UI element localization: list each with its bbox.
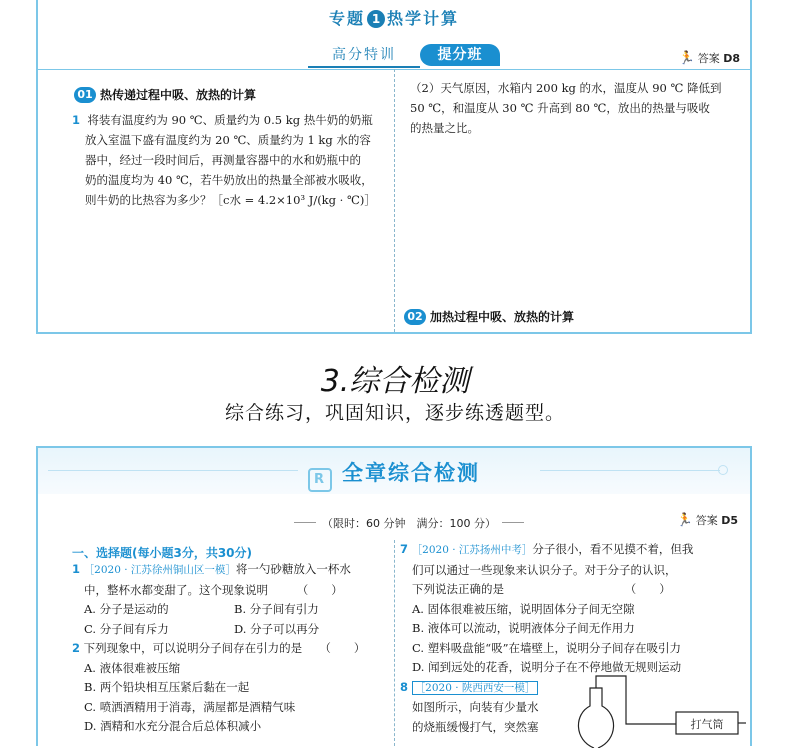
decorative-rule <box>294 522 316 523</box>
section-title-02: 02 加热过程中吸、放热的计算 <box>404 308 574 325</box>
question-number: 2 <box>72 641 81 655</box>
option-a: A. 固体很难被压缩，说明固体分子间无空隙 <box>412 601 635 616</box>
pump-label: 打气筒 <box>690 718 724 731</box>
tab-improve-class[interactable]: 提分班 <box>420 44 500 66</box>
source-tag: ［2020 · 陕西西安一模］ <box>412 681 539 695</box>
section-title-01: 01 热传递过程中吸、放热的计算 <box>74 86 256 103</box>
answer-ref: 🏃 答案 D8 <box>678 51 740 66</box>
option-d: D. 酒精和水充分混合后总体积减小 <box>84 719 262 733</box>
topic-name: 热学计算 <box>387 9 460 28</box>
column-divider <box>394 69 395 332</box>
question-number: 8 <box>400 679 409 694</box>
option-c: C. 塑料吸盘能“吸”在墙壁上，说明分子间存在吸引力 <box>412 640 681 655</box>
decorative-rule <box>502 522 524 523</box>
question-1: 1 将装有温度约为 90 ℃、质量约为 0.5 kg 热牛奶的奶瓶 放入室温下盛有温度约为 20 ℃、质量约为 1 kg 水的容 器中，经过一段时间后，再测量容器中的水和奶瓶中的 奶的温度均为 40 ℃，若牛奶放出的热量全部被水吸收， 则牛奶的比热容为多少？［c水 = 4.2×10³ J/(kg · ℃)］ <box>72 113 376 207</box>
left-questions: 1 ［2020 · 江苏徐州铜山区一模］将一勺砂糖放入一杯水 中，整杯水都变甜了。这个现象说明 （ ） A. 分子是运动的 B. 分子间有引力 C. 分子间有斥力 D. 分子可以再分 2 下列现象中，可以说明分子间存在引力的是 （ ） A. 液体很难被压缩 B. 两个铅块相互压紧后黏在一起 C. 喷洒酒精用于消毒，满屋都是酒精气味 D. 酒精和水充分混合后总体积减小 <box>72 560 365 737</box>
question-2-part: （2）天气原因，水箱内 200 kg 的水，温度从 90 ℃ 降低到 50 ℃，和温度从 30 ℃ 升高到 80 ℃，放出的热量与吸收 的热量之比。 <box>410 81 722 135</box>
chapter-title: R 全章综合检测 <box>38 457 750 492</box>
topic-prefix: 专题 <box>328 9 365 28</box>
column-divider <box>394 540 395 746</box>
flask <box>578 688 613 748</box>
runner-icon: 🏃 <box>678 51 695 66</box>
tube <box>596 676 676 724</box>
topic-number-badge: 1 <box>367 10 385 28</box>
chapter-header-band <box>38 448 750 494</box>
option-b: B. 液体可以流动，说明液体分子间无作用力 <box>412 621 635 635</box>
option-d: D. 分子可以再分 <box>234 621 320 636</box>
option-a: A. 液体很难被压缩 <box>84 660 181 675</box>
option-c: C. 分子间有斥力 <box>84 621 169 636</box>
tab-high-score[interactable]: 高分特训 <box>308 44 420 68</box>
chapter-icon: R <box>308 468 332 492</box>
question-number: 1 <box>72 113 81 127</box>
option-b: B. 分子间有引力 <box>234 602 319 616</box>
time-limit: （限时：60 分钟 满分：100 分） <box>288 516 530 532</box>
option-c: C. 喷洒酒精用于消毒，满屋都是酒精气味 <box>84 699 296 714</box>
runner-icon: 🏃 <box>676 513 693 528</box>
section-number-badge: 01 <box>74 87 96 103</box>
section-subheading: 综合练习，巩固知识，逐步练透题型。 <box>224 402 565 424</box>
source-tag: ［2020 · 江苏扬州中考］ <box>411 544 533 556</box>
chapter-test-panel <box>36 446 752 746</box>
answer-ref: 🏃 答案 D5 <box>676 513 738 528</box>
option-b: B. 两个铅块相互压紧后黏在一起 <box>84 680 250 694</box>
source-tag: ［2020 · 江苏徐州铜山区一模］ <box>83 564 236 576</box>
level-tabs <box>308 44 500 66</box>
part-title: 一、选择题(每小题3分，共30分) <box>72 546 253 560</box>
question-number: 7 <box>400 542 409 556</box>
flask-pump-diagram <box>566 674 746 748</box>
question-number: 1 <box>72 562 81 576</box>
practice-panel <box>36 0 752 334</box>
section-heading: 3.综合检测 <box>320 364 470 399</box>
option-d: D. 闻到远处的花香，说明分子在不停地做无规则运动 <box>412 660 682 674</box>
option-a: A. 分子是运动的 <box>84 602 169 616</box>
section-number-badge: 02 <box>404 309 426 325</box>
topic-title <box>38 6 750 29</box>
right-questions: 7 ［2020 · 江苏扬州中考］分子很小，看不见摸不着，但我 们可以通过一些现象来认识分子。对于分子的认识， 下列说法正确的是 （ ） A. 固体很难被压缩，说明固体分子间无空隙 B. 液体可以流动，说明液体分子间无作用力 C. 塑料吸盘能“吸”在墙壁上，说明分子间存在吸引力 D. 闻到远处的花香，说明分子在不停地做无规则运动 8 ［2020 · 陕西西安一模］ 如图所示，向装有少量水 的烧瓶缓慢打气，突然塞 <box>400 542 694 734</box>
